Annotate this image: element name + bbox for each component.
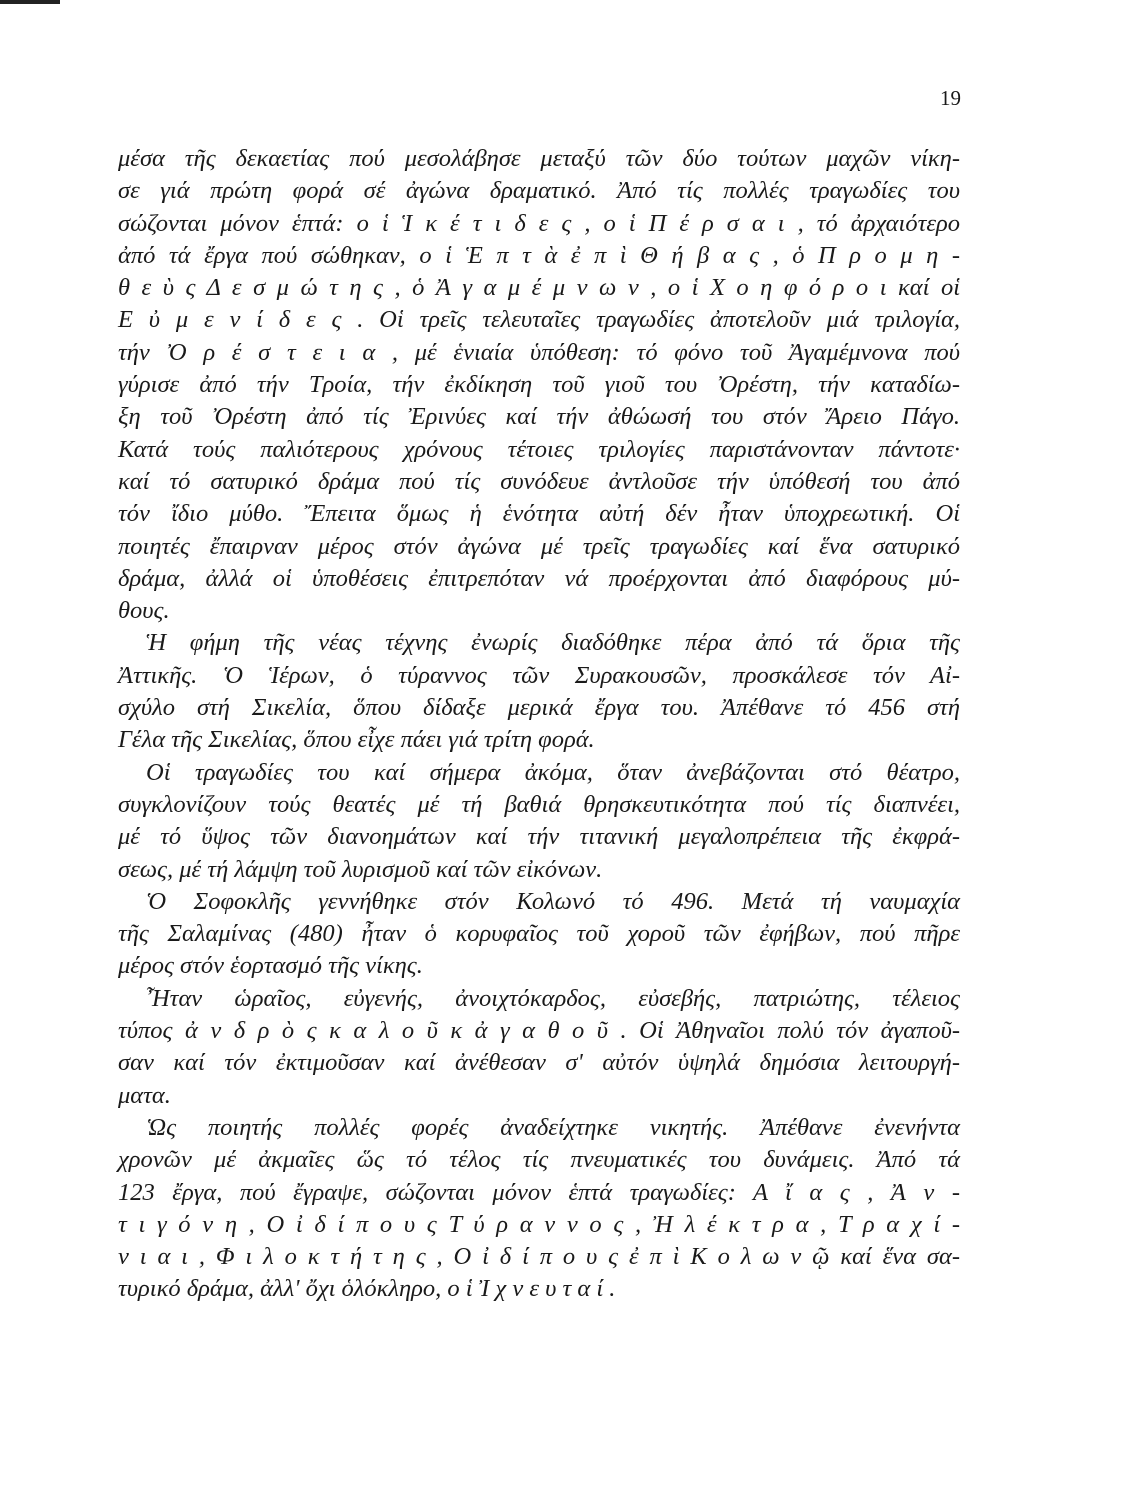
text-line: ἀπό τά ἔργα πού σώθηκαν, ο ἱ Ἑ π τ ὰ ἐ π ὶ Θ ή β α ς , ὁ Π ρ ο μ η - [118,241,960,269]
text-line: Ἡ φήμη τῆς νέας τέχνης ἐνωρίς διαδόθηκε πέρα ἀπό τά ὅρια τῆς [146,629,960,657]
text-line: σώζονται μόνον ἑπτά: ο ἱ Ἱ κ έ τ ι δ ε ς , ο ἱ Π έ ρ σ α ι , τό ἀρχαιότερο [118,209,960,237]
text-line: δράμα, ἀλλά οἱ ὑποθέσεις ἐπιτρεπόταν νά προέρχονται ἀπό διαφόρους μύ- [118,564,960,592]
text-line: σαν καί τόν ἐκτιμοῦσαν καί ἀνέθεσαν σ' αὐτόν ὑψηλά δημόσια λειτουργή- [118,1049,960,1077]
text-line: Ε ὐ μ ε ν ί δ ε ς . Οἱ τρεῖς τελευταῖες τραγωδίες ἀποτελοῦν μιά τριλογία, [118,306,960,334]
text-line: 123 ἔργα, πού ἔγραψε, σώζονται μόνον ἑπτά τραγωδίες: Α ἴ α ς , Ἀ ν - [118,1178,960,1206]
text-line: τ ι γ ό ν η , Ο ἰ δ ί π ο υ ς Τ ύ ρ α ν ν ο ς , Ἠ λ έ κ τ ρ α , Τ ρ α χ ί - [118,1210,960,1238]
text-line: συγκλονίζουν τούς θεατές μέ τή βαθιά θρησκευτικότητα πού τίς διαπνέει, [118,790,960,818]
text-line: τῆς Σαλαμίνας (480) ἦταν ὁ κορυφαῖος τοῦ χοροῦ τῶν ἐφήβων, πού πῆρε [118,920,960,948]
text-line: σχύλο στή Σικελία, ὅπου δίδαξε μερικά ἔργα του. Ἀπέθανε τό 456 στή [118,694,960,722]
text-line: ξη τοῦ Ὀρέστη ἀπό τίς Ἐρινύες καί τήν ἀθώωσή του στόν Ἄρειο Πάγο. [118,403,960,431]
text-line: Ἦταν ὡραῖος, εὐγενής, ἀνοιχτόκαρδος, εὐσεβής, πατριώτης, τέλειος [146,984,960,1012]
text-line: τυρικό δράμα, ἀλλ' ὄχι ὁλόκληρο, ο ἱ Ἰ χ ν ε υ τ α ί . [118,1275,616,1303]
text-line: Κατά τούς παλιότερους χρόνους τέτοιες τριλογίες παριστάνονταν πάντοτε· [118,435,960,463]
text-line: μέσα τῆς δεκαετίας πού μεσολάβησε μεταξύ τῶν δύο τούτων μαχῶν νίκη- [118,145,960,172]
text-line: Οἱ τραγωδίες του καί σήμερα ἀκόμα, ὅταν ἀνεβάζονται στό θέατρο, [146,758,960,786]
text-line: τήν Ὀ ρ έ σ τ ε ι α , μέ ἑνιαία ὑπόθεση: τό φόνο τοῦ Ἀγαμέμνονα πού [118,338,960,366]
page-number: 19 [940,86,961,110]
text-line: Ἀττικῆς. Ὁ Ἱέρων, ὁ τύραννος τῶν Συρακουσῶν, προσκάλεσε τόν Αἰ- [118,661,960,689]
text-line: μέ τό ὕψος τῶν διανοημάτων καί τήν τιτανική μεγαλοπρέπεια τῆς ἐκφρά- [118,823,960,851]
text-line: Ὁ Σοφοκλῆς γεννήθηκε στόν Κολωνό τό 496. Μετά τή ναυμαχία [146,887,960,915]
page-body-text [118,143,960,1306]
text-line: σε γιά πρώτη φορά σέ ἀγώνα δραματικό. Ἀπό τίς πολλές τραγωδίες του [118,177,960,205]
text-line: Γέλα τῆς Σικελίας, ὅπου εἶχε πάει γιά τρίτη φορά. [118,726,595,754]
text-line: ποιητές ἔπαιρναν μέρος στόν ἀγώνα μέ τρεῖς τραγωδίες καί ἕνα σατυρικό [118,532,960,560]
text-line: θ ε ὺ ς Δ ε σ μ ώ τ η ς , ὁ Ἀ γ α μ έ μ ν ω ν , ο ἱ Χ ο η φ ό ρ ο ι καί οἱ [118,274,960,302]
text-line: Ὡς ποιητής πολλές φορές ἀναδείχτηκε νικητής. Ἀπέθανε ἐνενήντα [146,1113,960,1141]
text-line: μέρος στόν ἑορτασμό τῆς νίκης. [118,952,423,980]
text-line: θους. [118,597,170,625]
text-line: ματα. [118,1081,171,1109]
text-line: ν ι α ι , Φ ι λ ο κ τ ή τ η ς , Ο ἰ δ ί π ο υ ς ἐ π ὶ Κ ο λ ω ν ῷ καί ἕνα σα- [118,1243,960,1271]
text-line: τόν ἴδιο μύθο. Ἔπειτα ὅμως ἡ ἑνότητα αὐτή δέν ἦταν ὑποχρεωτική. Οἱ [118,500,960,528]
text-line: τύπος ἀ ν δ ρ ὸ ς κ α λ ο ῦ κ ἀ γ α θ ο ῦ . Οἱ Ἀθηναῖοι πολύ τόν ἀγαποῦ- [118,1017,960,1045]
scan-edge-mark [0,0,60,4]
text-line: καί τό σατυρικό δράμα πού τίς συνόδευε ἀντλοῦσε τήν ὑπόθεσή του ἀπό [118,467,960,495]
text-line: γύρισε ἀπό τήν Τροία, τήν ἐκδίκηση τοῦ γιοῦ του Ὀρέστη, τήν καταδίω- [118,371,960,399]
text-line: χρονῶν μέ ἀκμαῖες ὥς τό τέλος τίς πνευματικές του δυνάμεις. Ἀπό τά [118,1146,960,1174]
text-line: σεως, μέ τή λάμψη τοῦ λυρισμοῦ καί τῶν εἰκόνων. [118,855,603,883]
